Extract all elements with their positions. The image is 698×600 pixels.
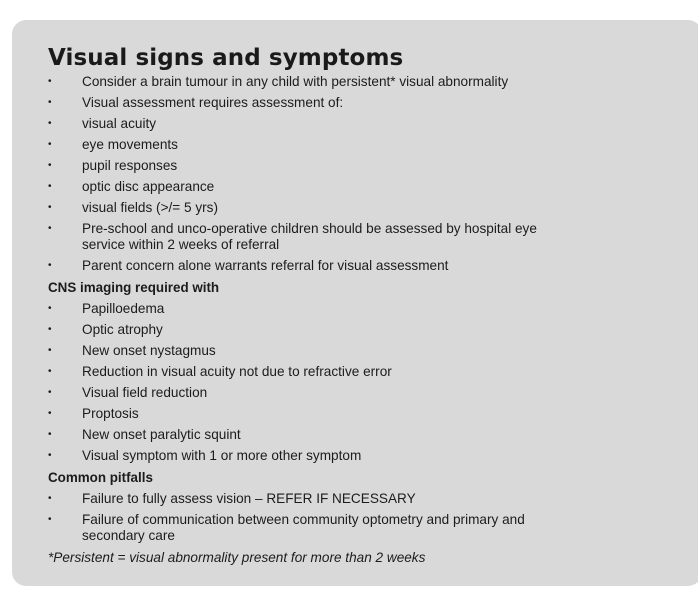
list-item: • pupil responses (48, 158, 178, 173)
list-item: • Visual symptom with 1 or more other symptom (48, 448, 362, 463)
card-title: Visual signs and symptoms (48, 45, 404, 71)
list-item: • Consider a brain tumour in any child with persistent* visual abnormality (48, 74, 509, 89)
list-item: • visual acuity (48, 116, 157, 131)
list-item: • Proptosis (48, 406, 139, 421)
list-item: • Reduction in visual acuity not due to refractive error (48, 364, 392, 379)
list-item: • Optic atrophy (48, 322, 163, 337)
list-item: • visual fields (>/= 5 yrs) (48, 200, 218, 215)
bullet-icon: • (48, 76, 52, 87)
bullet-icon: • (48, 223, 52, 234)
bullet-icon: • (48, 366, 52, 377)
list-item: • Visual field reduction (48, 385, 208, 400)
visual-signs-list (48, 74, 698, 274)
bullet-icon: • (48, 493, 52, 504)
bullet-icon: • (48, 514, 52, 525)
pitfalls-list (48, 491, 698, 544)
pitfalls-heading: Common pitfalls (48, 470, 153, 485)
list-item: • Visual assessment requires assessment of: (48, 95, 344, 110)
bullet-icon: • (48, 139, 52, 150)
list-item: • Parent concern alone warrants referral for visual assessment (48, 258, 449, 273)
bullet-icon: • (48, 260, 52, 271)
cns-imaging-heading: CNS imaging required with (48, 280, 220, 295)
list-item: • Failure to fully assess vision – REFER IF NECESSARY (48, 491, 416, 506)
list-item: • Failure of communication between community optometry and primary and secondary care (48, 512, 525, 543)
list-item: • eye movements (48, 137, 178, 152)
footnote: *Persistent = visual abnormality present for more than 2 weeks (48, 550, 426, 565)
list-item: • New onset nystagmus (48, 343, 216, 358)
bullet-icon: • (48, 160, 52, 171)
bullet-icon: • (48, 429, 52, 440)
bullet-icon: • (48, 181, 52, 192)
info-card (12, 20, 698, 586)
list-item: • Papilloedema (48, 301, 165, 316)
bullet-icon: • (48, 345, 52, 356)
list-item: • optic disc appearance (48, 179, 215, 194)
bullet-icon: • (48, 202, 52, 213)
bullet-icon: • (48, 450, 52, 461)
bullet-icon: • (48, 387, 52, 398)
list-item: • New onset paralytic squint (48, 427, 241, 442)
bullet-icon: • (48, 324, 52, 335)
bullet-icon: • (48, 408, 52, 419)
list-item: • Pre-school and unco-operative children should be assessed by hospital eye service within 2 weeks of referral (48, 221, 537, 252)
cns-imaging-list (48, 301, 698, 464)
bullet-icon: • (48, 118, 52, 129)
bullet-icon: • (48, 303, 52, 314)
bullet-icon: • (48, 97, 52, 108)
